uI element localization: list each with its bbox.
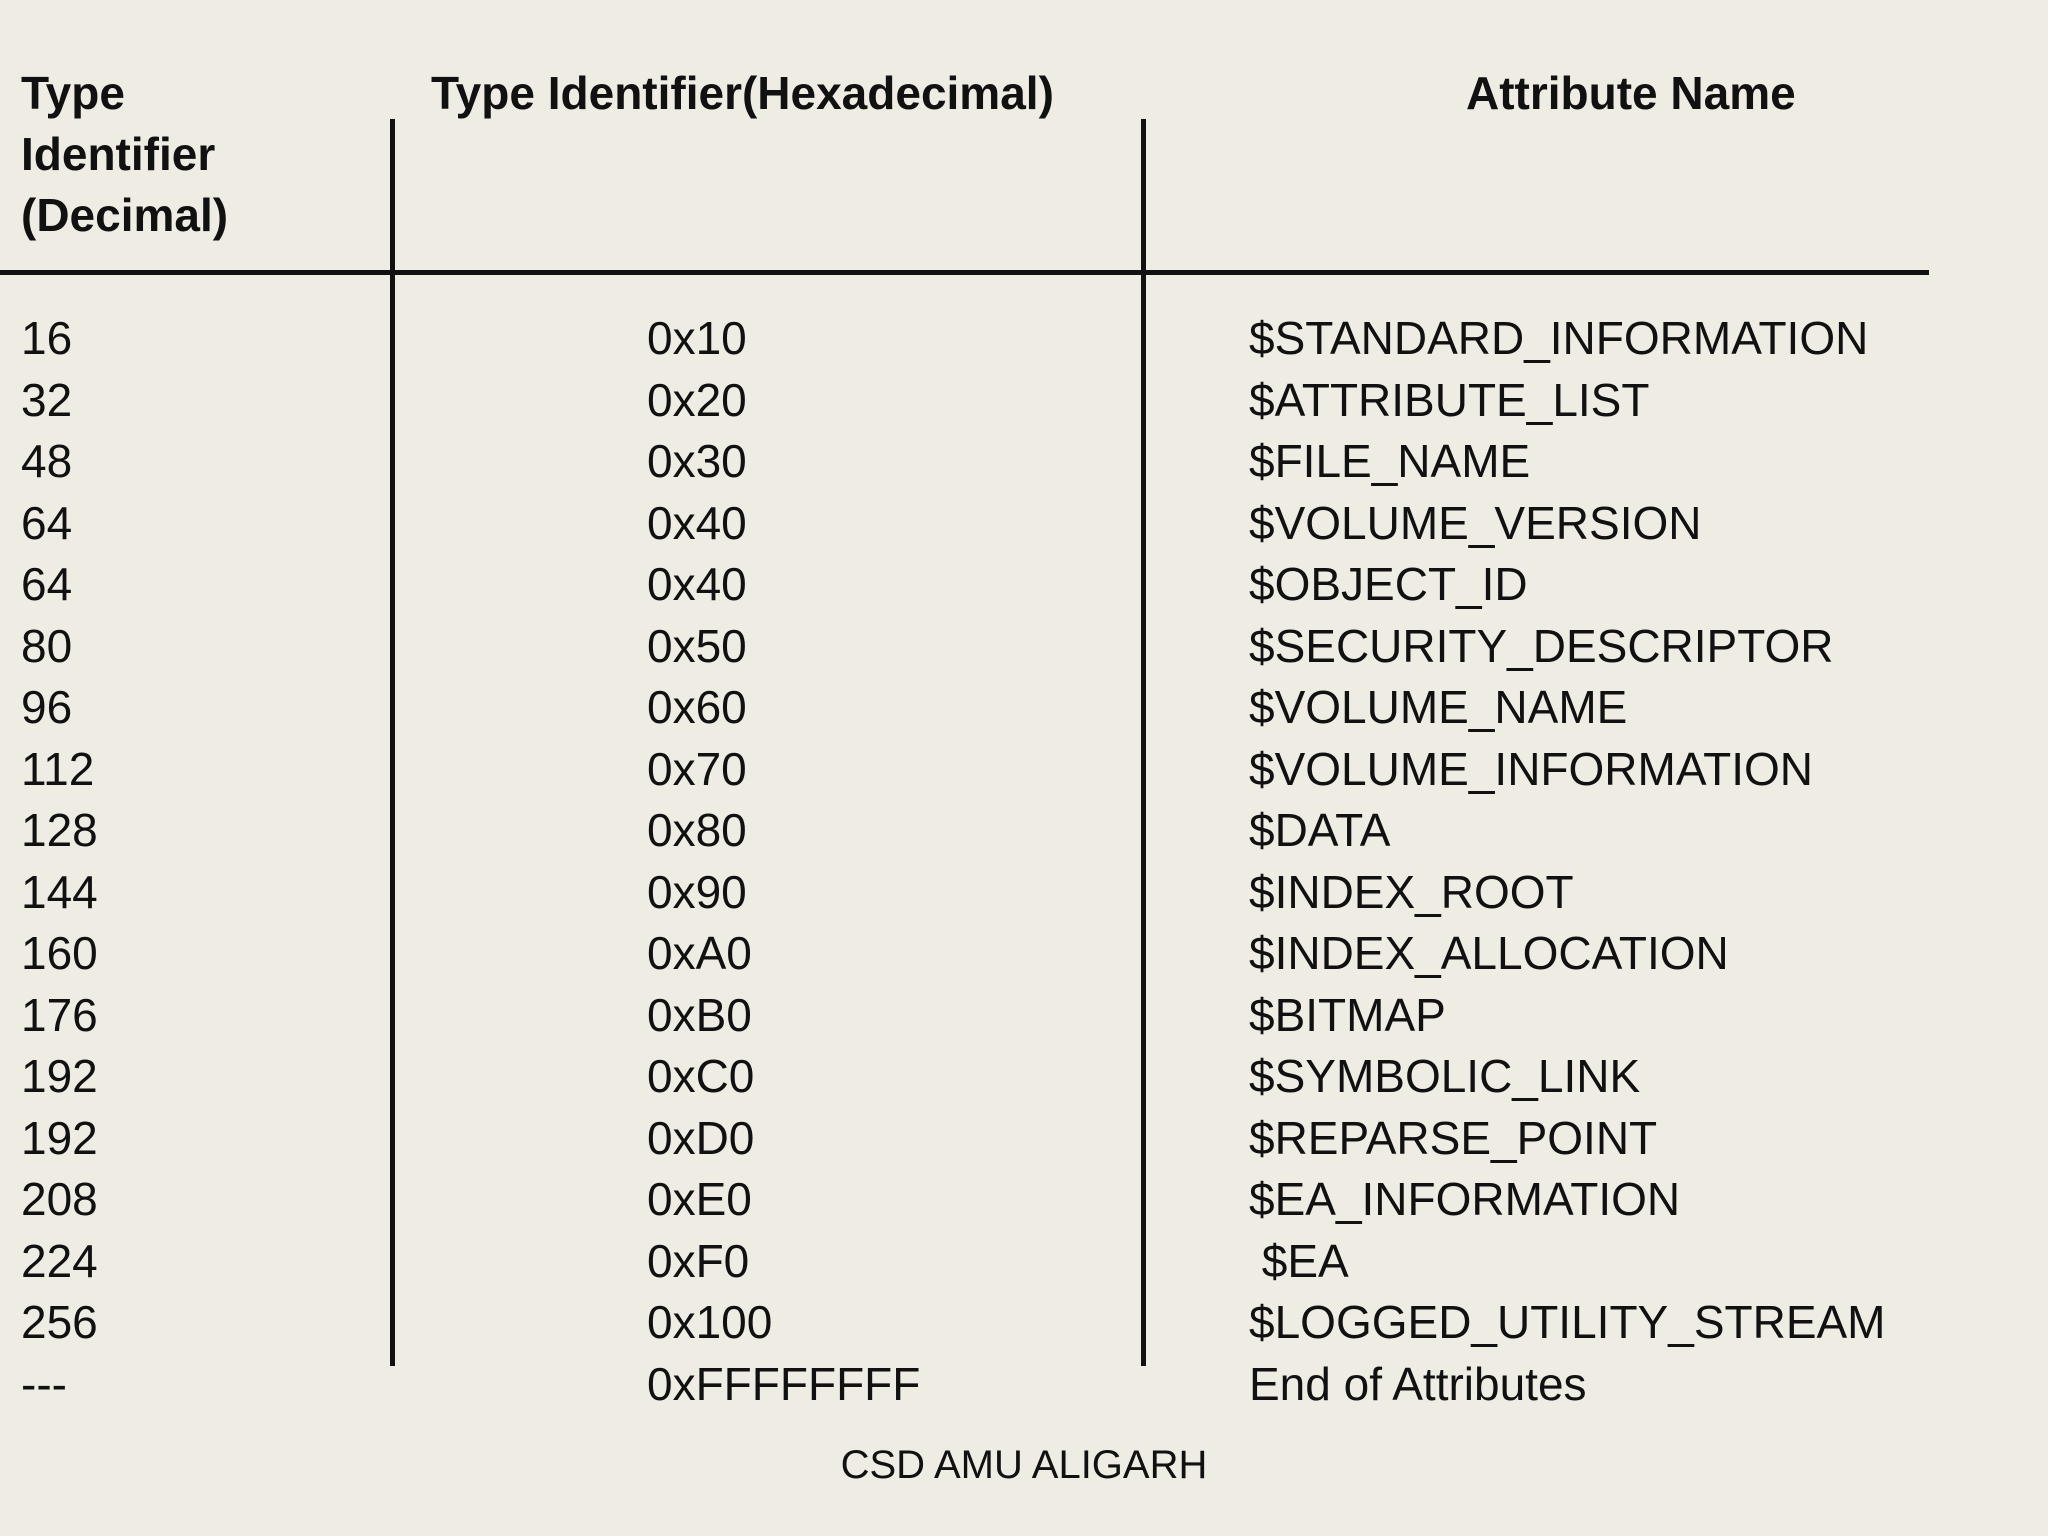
cell-attribute-name: $VOLUME_NAME xyxy=(1249,681,1628,733)
cell-hexadecimal: 0xA0 xyxy=(647,927,752,979)
cell-decimal: 256 xyxy=(21,1296,98,1348)
cell-hexadecimal: 0xFFFFFFFF xyxy=(647,1357,921,1410)
header-attribute-name: Attribute Name xyxy=(1466,67,1796,119)
cell-attribute-name: $BITMAP xyxy=(1249,988,1446,1041)
cell-hexadecimal: 0xF0 xyxy=(647,1234,750,1287)
cell-decimal: 64 xyxy=(21,558,73,610)
cell-hexadecimal: 0xD0 xyxy=(647,1111,755,1164)
cell-decimal: 112 xyxy=(21,742,95,795)
header-divider xyxy=(0,270,1929,275)
cell-decimal: 48 xyxy=(21,435,73,487)
cell-hexadecimal: 0x80 xyxy=(647,804,747,856)
table-row xyxy=(0,493,2048,555)
cell-decimal: 192 xyxy=(21,1050,98,1102)
table-row xyxy=(0,677,2048,739)
table-body xyxy=(0,308,2048,1415)
cell-attribute-name: $DATA xyxy=(1249,804,1391,856)
cell-hexadecimal: 0x100 xyxy=(647,1296,773,1348)
cell-hexadecimal: 0x10 xyxy=(647,312,747,364)
cell-hexadecimal: 0x60 xyxy=(647,681,747,733)
cell-hexadecimal: 0x40 xyxy=(647,558,747,610)
cell-hexadecimal: 0x90 xyxy=(647,865,747,918)
cell-hexadecimal: 0x50 xyxy=(647,619,747,672)
cell-attribute-name: $EA_INFORMATION xyxy=(1249,1173,1681,1225)
cell-decimal: 96 xyxy=(21,681,73,733)
cell-decimal: 192 xyxy=(21,1111,98,1164)
cell-attribute-name: $REPARSE_POINT xyxy=(1249,1111,1658,1164)
table-row xyxy=(0,862,2048,924)
cell-attribute-name: $VOLUME_VERSION xyxy=(1249,496,1702,549)
cell-decimal: 208 xyxy=(21,1173,98,1225)
table-row xyxy=(0,739,2048,801)
cell-attribute-name: $STANDARD_INFORMATION xyxy=(1249,312,1869,364)
cell-hexadecimal: 0xB0 xyxy=(647,988,752,1041)
table-row xyxy=(0,923,2048,985)
table-row xyxy=(0,554,2048,616)
cell-attribute-name: $INDEX_ALLOCATION xyxy=(1249,927,1729,979)
table-row xyxy=(0,308,2048,370)
cell-decimal: 32 xyxy=(21,373,73,426)
table-row xyxy=(0,370,2048,432)
cell-attribute-name: $ATTRIBUTE_LIST xyxy=(1249,373,1650,426)
cell-decimal: 128 xyxy=(21,804,98,856)
cell-decimal: 80 xyxy=(21,619,73,672)
table-row xyxy=(0,985,2048,1047)
footer-text: CSD AMU ALIGARH xyxy=(840,1443,1208,1487)
table-row xyxy=(0,1169,2048,1231)
cell-decimal: --- xyxy=(21,1357,67,1410)
table-row xyxy=(0,1292,2048,1354)
cell-hexadecimal: 0x30 xyxy=(647,435,747,487)
cell-attribute-name: $FILE_NAME xyxy=(1249,435,1531,487)
table-row xyxy=(0,800,2048,862)
cell-hexadecimal: 0xE0 xyxy=(647,1173,752,1225)
table-row xyxy=(0,431,2048,493)
cell-hexadecimal: 0x40 xyxy=(647,496,747,549)
cell-attribute-name: $SECURITY_DESCRIPTOR xyxy=(1249,619,1834,672)
cell-hexadecimal: 0x20 xyxy=(647,373,747,426)
cell-decimal: 16 xyxy=(21,312,73,364)
cell-attribute-name: $INDEX_ROOT xyxy=(1249,865,1574,918)
cell-attribute-name: $LOGGED_UTILITY_STREAM xyxy=(1249,1296,1886,1348)
cell-decimal: 176 xyxy=(21,988,98,1041)
table-row xyxy=(0,1354,2048,1416)
cell-decimal: 144 xyxy=(21,865,98,918)
header-decimal: Type Identifier (Decimal) xyxy=(21,67,229,241)
cell-attribute-name: $OBJECT_ID xyxy=(1249,558,1528,610)
cell-attribute-name: $SYMBOLIC_LINK xyxy=(1249,1050,1641,1102)
header-hexadecimal: Type Identifier(Hexadecimal) xyxy=(431,67,1054,119)
cell-decimal: 224 xyxy=(21,1234,98,1287)
table-row xyxy=(0,1046,2048,1108)
cell-attribute-name: $VOLUME_INFORMATION xyxy=(1249,742,1813,795)
cell-decimal: 64 xyxy=(21,496,73,549)
cell-hexadecimal: 0xC0 xyxy=(647,1050,755,1102)
cell-attribute-name: $EA xyxy=(1249,1234,1349,1287)
cell-decimal: 160 xyxy=(21,927,98,979)
cell-hexadecimal: 0x70 xyxy=(647,742,747,795)
cell-attribute-name: End of Attributes xyxy=(1249,1357,1587,1410)
table-row xyxy=(0,1108,2048,1170)
table-row xyxy=(0,1231,2048,1293)
table-row xyxy=(0,616,2048,678)
